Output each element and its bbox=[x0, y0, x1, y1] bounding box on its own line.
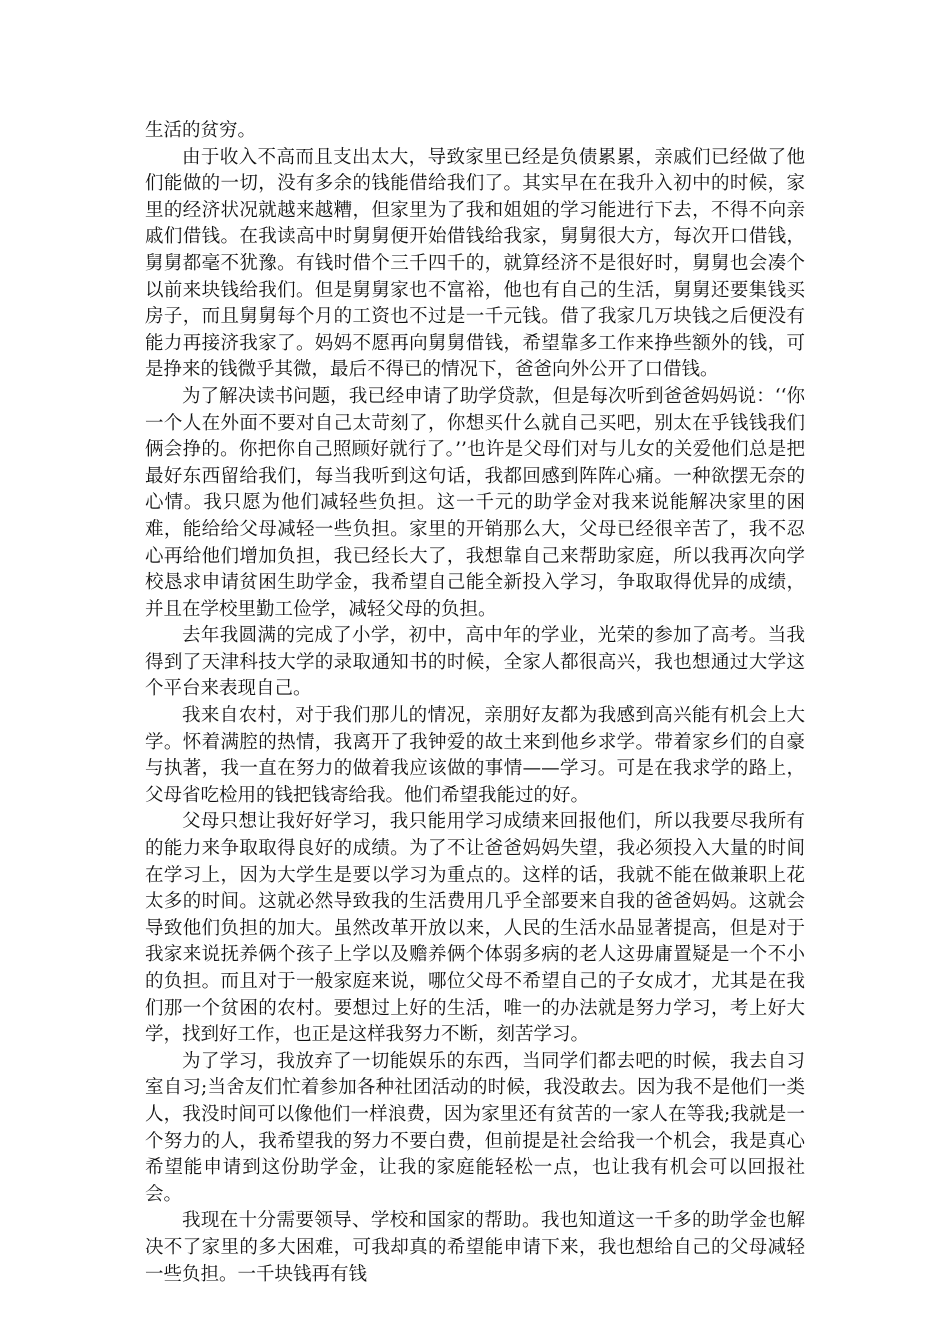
paragraph-2: 由于收入不高而且支出太大，导致家里已经是负债累累，亲戚们已经做了他们能做的一切，没有多余的钱能借给我们了。其实早在在我升入初中的时候，家里的经济状况就越来越糟，但家里为了我和姐姐的学习能进行下去，不得不向亲戚们借钱。在我读高中时舅舅便开始借钱给我家，舅舅很大方，每次开口借钱，舅舅都毫不犹豫。有钱时借个三千四千的，就算经济不是很好时，舅舅也会凑个以前来块钱给我们。但是舅舅家也不富裕，他也有自己的生活，舅舅还要集钱买房子，而且舅舅每个月的工资也不过是一千元钱。借了我家几万块钱之后便没有能力再接济我家了。妈妈不愿再向舅舅借钱，希望靠多工作来挣些额外的钱，可是挣来的钱微乎其微，最后不得已的情况下，爸爸向外公开了口借钱。 bbox=[145, 146, 805, 381]
paragraph-8: 我现在十分需要领导、学校和国家的帮助。我也知道这一千多的助学金也解决不了家里的多大困难，可我却真的希望能申请下来，我也想给自己的父母减轻一些负担。一千块钱再有钱 bbox=[145, 1210, 805, 1285]
document-page bbox=[145, 118, 805, 1288]
paragraph-5: 我来自农村，对于我们那儿的情况，亲朋好友都为我感到高兴能有机会上大学。怀着满腔的热情，我离开了我钟爱的故土来到他乡求学。带着家乡们的自豪与执著，我一直在努力的做着我应该做的事情——学习。可是在我求学的路上，父母省吃检用的钱把钱寄给我。他们希望我能过的好。 bbox=[145, 705, 805, 806]
paragraph-4: 去年我圆满的完成了小学，初中，高中年的学业，光荣的参加了高考。当我得到了天津科技大学的录取通知书的时候，全家人都很高兴，我也想通过大学这个平台来表现自己。 bbox=[145, 625, 805, 700]
paragraph-6: 父母只想让我好好学习，我只能用学习成绩来回报他们，所以我要尽我所有的能力来争取取得良好的成绩。为了不让爸爸妈妈失望，我必须投入大量的时间在学习上，因为大学生是要以学习为重点的。这样的话，我就不能在做兼职上花太多的时间。这就必然导致我的生活费用几乎全部要来自我的爸爸妈妈。这就会导致他们负担的加大。虽然改革开放以来，人民的生活水品显著提高，但是对于我家来说抚养俩个孩子上学以及赡养俩个体弱多病的老人这毋庸置疑是一个不小的负担。而且对于一般家庭来说，哪位父母不希望自己的子女成才，尤其是在我们那一个贫困的农村。要想过上好的生活，唯一的办法就是努力学习，考上好大学，找到好工作，也正是这样我努力不断，刻苦学习。 bbox=[145, 811, 805, 1046]
paragraph-7: 为了学习，我放弃了一切能娱乐的东西，当同学们都去吧的时候，我去自习室自习;当舍友们忙着参加各种社团活动的时候，我没敢去。因为我不是他们一类人，我没时间可以像他们一样浪费，因为家里还有贫苦的一家人在等我;我就是一个努力的人，我希望我的努力不要白费，但前提是社会给我一个机会，我是真心希望能申请到这份助学金，让我的家庭能轻松一点，也让我有机会可以回报社会。 bbox=[145, 1050, 805, 1205]
paragraph-1: 生活的贫穷。 bbox=[145, 120, 257, 141]
paragraph-3: 为了解决读书问题，我已经申请了助学贷款，但是每次听到爸爸妈妈说：‘‘你一个人在外面不要对自己太苛刻了，你想买什么就自己买吧，别太在乎钱钱我们俩会挣的。你把你自己照顾好就行了。’’也许是父母们对与儿女的关爱他们总是把最好东西留给我们，每当我听到这句话，我都回感到阵阵心痛。一种欲摆无奈的心情。我只愿为他们减轻些负担。这一千元的助学金对我来说能解决家里的困难，能给给父母减轻一些负担。家里的开销那么大，父母已经很辛苦了，我不忍心再给他们增加负担，我已经长大了，我想靠自己来帮助家庭，所以我再次向学校恳求申请贫困生助学金，我希望自己能全新投入学习，争取取得优异的成绩，并且在学校里勤工俭学，减轻父母的负担。 bbox=[145, 385, 805, 620]
